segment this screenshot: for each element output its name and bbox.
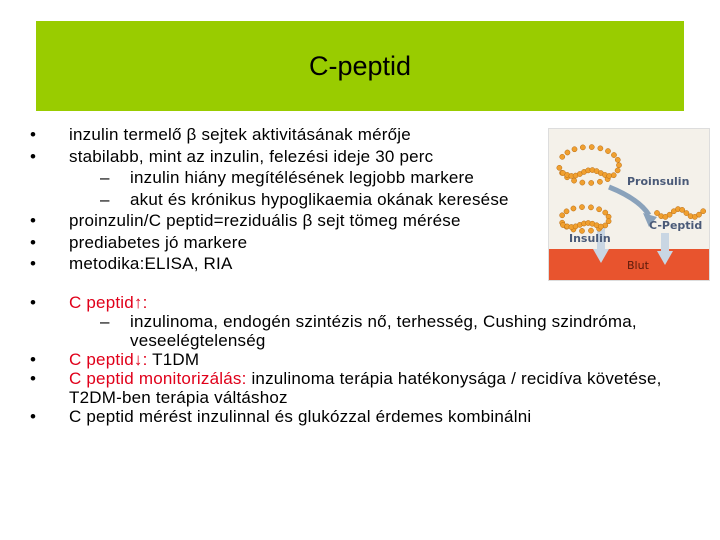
slide-title: C-peptid — [308, 51, 412, 81]
amino-acid-bead — [565, 150, 570, 155]
cpeptide-down-arrow — [661, 233, 669, 253]
amino-acid-bead — [589, 180, 594, 185]
bullet-text: sejt tömeg mérése — [312, 211, 461, 230]
bullet-text: inzulinoma, endogén szintézis nő, terhesség, Cushing szindróma, veseelégtelenség — [130, 311, 637, 350]
amino-acid-bead — [588, 205, 593, 210]
diagram-svg — [549, 129, 709, 280]
beta-symbol: β — [186, 125, 197, 144]
amino-acid-bead — [615, 168, 620, 173]
amino-acid-bead — [597, 207, 602, 212]
amino-acid-bead — [611, 152, 616, 157]
bullet-text: C peptid↑: — [69, 292, 148, 312]
bullet-text: inzulin hiány megítélésének legjobb markere — [130, 168, 475, 187]
amino-acid-bead — [598, 224, 603, 229]
beta-symbol: β — [302, 211, 313, 230]
bullet-text: inzulin termelő — [69, 125, 187, 144]
bullet-list-clinical — [30, 293, 690, 426]
bullet-item — [30, 369, 690, 407]
bullet-text: akut és krónikus hypoglikaemia okának keresése — [130, 189, 509, 209]
sub-bullet-item — [30, 312, 690, 350]
amino-acid-bead — [696, 212, 701, 217]
title-band — [36, 21, 684, 111]
amino-acid-bead — [580, 145, 585, 150]
bullet-text: proinzulin/C peptid=reziduális — [69, 211, 303, 230]
insulin-label: Insulin — [569, 232, 611, 245]
bullet-text: prediabetes jó markere — [69, 232, 248, 252]
bullet-text: C peptid monitorizálás: — [69, 368, 247, 388]
bullet-text: metodika:ELISA, RIA — [69, 254, 233, 273]
amino-acid-bead — [605, 148, 610, 153]
amino-acid-bead — [701, 209, 706, 214]
amino-acid-bead — [589, 144, 594, 149]
blood-label: Blut — [627, 259, 649, 272]
amino-acid-bead — [560, 154, 565, 159]
bullet-text: C peptid↓: — [69, 349, 148, 369]
bullet-text: sejtek aktivitásának mérője — [196, 125, 411, 144]
amino-acid-bead — [667, 212, 672, 217]
bullet-text: stabilabb, mint az inzulin, felezési ideje 30 perc — [69, 146, 434, 166]
amino-acid-bead — [598, 146, 603, 151]
amino-acid-bead — [571, 206, 576, 211]
amino-acid-bead — [579, 204, 584, 209]
amino-acid-bead — [557, 165, 562, 170]
bullet-text: T1DM — [147, 349, 200, 369]
bullet-text: inzulinoma terápia hatékonysága / recidíva követése, T2DM-ben terápia váltáshoz — [69, 368, 662, 407]
amino-acid-bead — [615, 157, 620, 162]
bullet-item — [30, 350, 690, 369]
bullet-text: C peptid mérést inzulinnal és glukózzal érdemes kombinálni — [69, 406, 532, 426]
amino-acid-bead — [572, 147, 577, 152]
amino-acid-bead — [607, 173, 612, 178]
amino-acid-bead — [560, 213, 565, 218]
amino-acid-bead — [616, 163, 621, 168]
c-peptide-diagram — [548, 128, 710, 281]
bullet-item — [30, 293, 690, 312]
amino-acid-bead — [564, 209, 569, 214]
proinsulin-label: Proinsulin — [627, 175, 690, 188]
amino-acid-bead — [597, 179, 602, 184]
amino-acid-bead — [571, 178, 576, 183]
bullet-item — [30, 407, 690, 426]
amino-acid-bead — [580, 180, 585, 185]
cpeptide-label: C-Peptid — [649, 219, 703, 232]
